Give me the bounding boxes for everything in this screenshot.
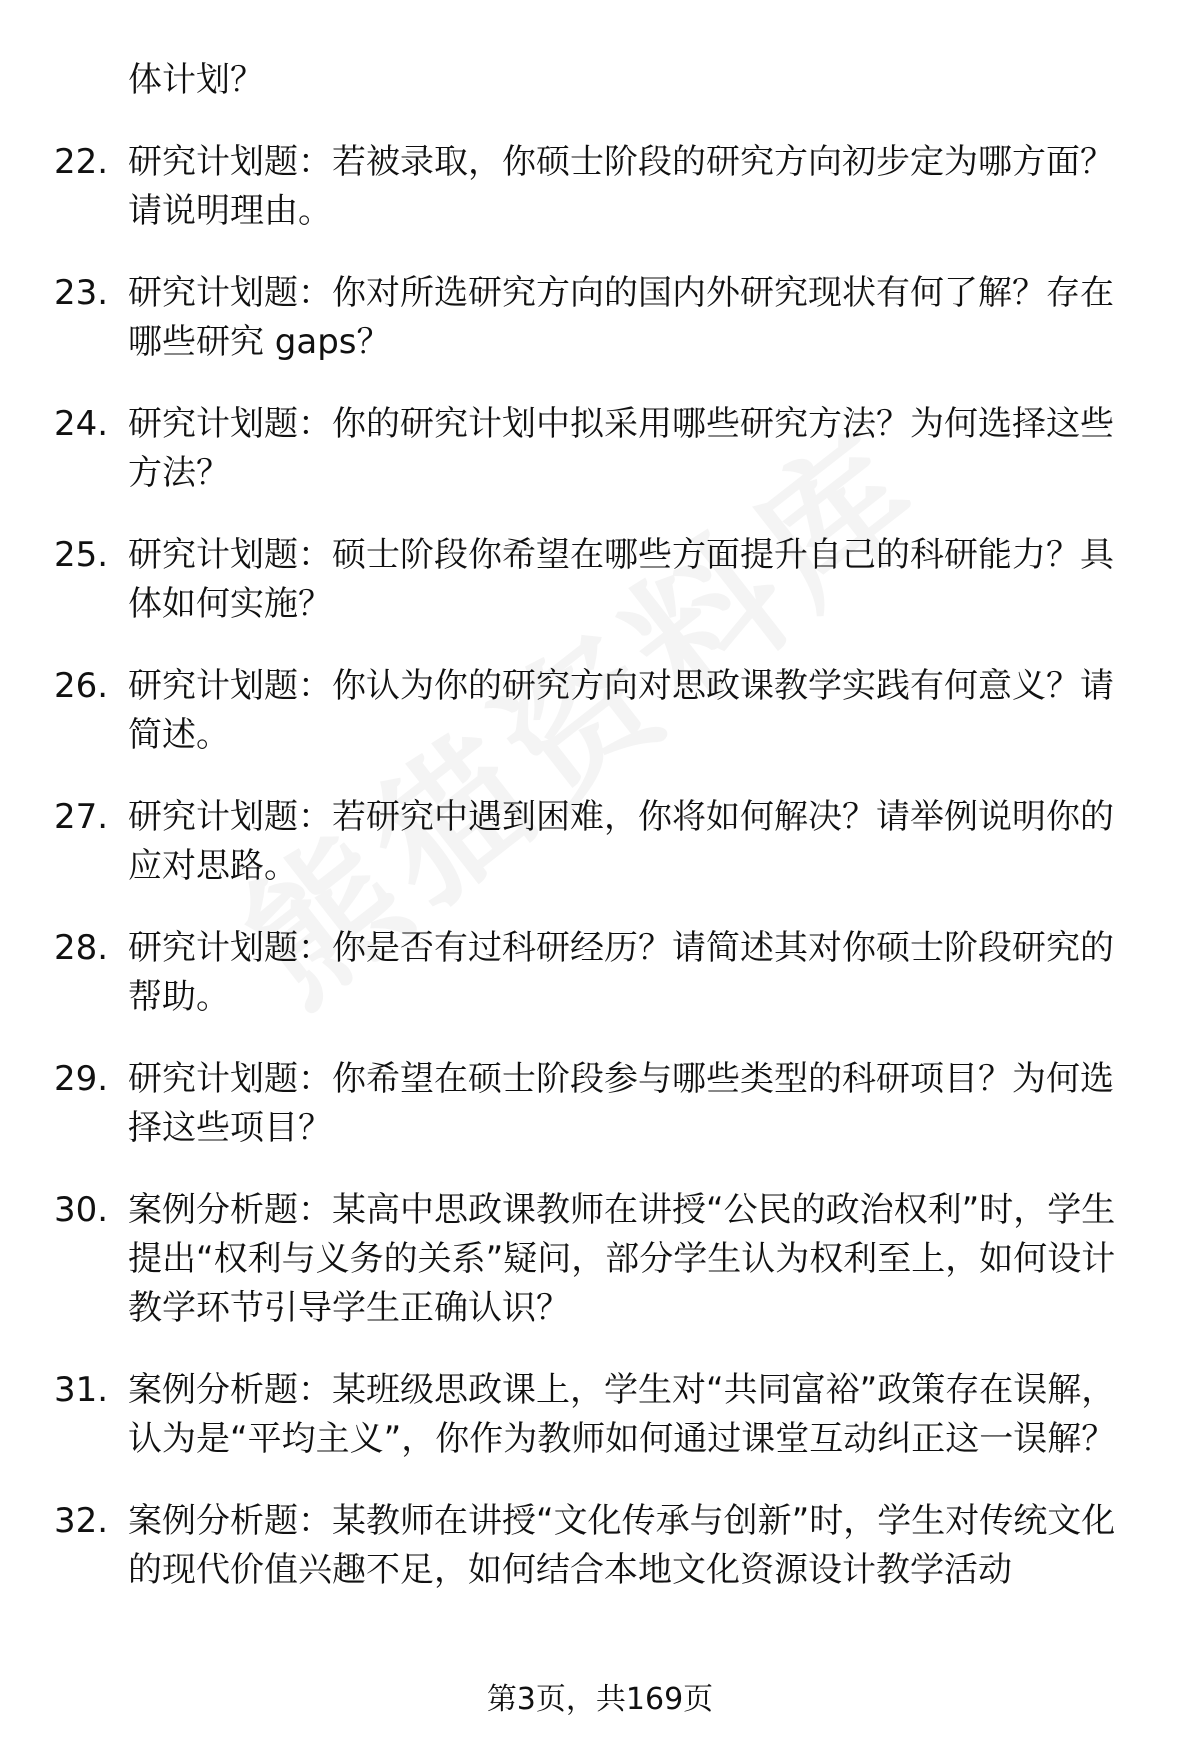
item-text: 研究计划题：你希望在硕士阶段参与哪些类型的科研项目？为何选择这些项目？ xyxy=(128,1059,1114,1148)
item-number: 28. xyxy=(54,928,109,968)
item-text: 研究计划题：你认为你的研究方向对思政课教学实践有何意义？请简述。 xyxy=(128,666,1114,755)
item-text: 案例分析题：某班级思政课上，学生对“共同富裕”政策存在误解，认为是“平均主义”，你作为教师如何通过课堂互动纠正这一误解？ xyxy=(128,1370,1116,1459)
item-number: 32. xyxy=(54,1501,109,1541)
item-number: 29. xyxy=(54,1059,109,1099)
item-number: 24. xyxy=(54,404,109,444)
list-item xyxy=(0,400,1200,498)
item-text: 研究计划题：若被录取，你硕士阶段的研究方向初步定为哪方面？请说明理由。 xyxy=(128,142,1114,231)
item-text: 研究计划题：你对所选研究方向的国内外研究现状有何了解？存在哪些研究 gaps？ xyxy=(128,273,1114,362)
list-item xyxy=(0,924,1200,1022)
list-item xyxy=(0,269,1200,367)
item-number: 22. xyxy=(54,142,109,182)
item-text: 案例分析题：某高中思政课教师在讲授“公民的政治权利”时，学生提出“权利与义务的关系”疑问，部分学生认为权利至上，如何设计教学环节引导学生正确认识？ xyxy=(128,1190,1116,1328)
item-number: 27. xyxy=(54,797,109,837)
item-text: 研究计划题：硕士阶段你希望在哪些方面提升自己的科研能力？具体如何实施？ xyxy=(128,535,1114,624)
list-item xyxy=(0,1497,1200,1595)
page-footer: 第3页，共169页 xyxy=(486,1682,714,1717)
list-item xyxy=(0,1055,1200,1153)
list-item xyxy=(0,793,1200,891)
list-item xyxy=(0,1366,1200,1464)
item-text: 案例分析题：某教师在讲授“文化传承与创新”时，学生对传统文化的现代价值兴趣不足，如何结合本地文化资源设计教学活动 xyxy=(128,1501,1116,1590)
item-number: 30. xyxy=(54,1190,109,1230)
item-number: 23. xyxy=(54,273,109,313)
list-item xyxy=(0,531,1200,629)
list-item xyxy=(0,662,1200,760)
item-number: 26. xyxy=(54,666,109,706)
item-text: 研究计划题：若研究中遇到困难，你将如何解决？请举例说明你的应对思路。 xyxy=(128,797,1114,886)
list-item xyxy=(0,1186,1200,1333)
item-text: 研究计划题：你的研究计划中拟采用哪些研究方法？为何选择这些方法？ xyxy=(128,404,1114,493)
item-number: 25. xyxy=(54,535,109,575)
item-number: 31. xyxy=(54,1370,109,1410)
continued-text: 体计划？ xyxy=(128,60,264,100)
list-item xyxy=(0,138,1200,236)
item-text: 研究计划题：你是否有过科研经历？请简述其对你硕士阶段研究的帮助。 xyxy=(128,928,1114,1017)
question-list xyxy=(0,56,1200,1628)
